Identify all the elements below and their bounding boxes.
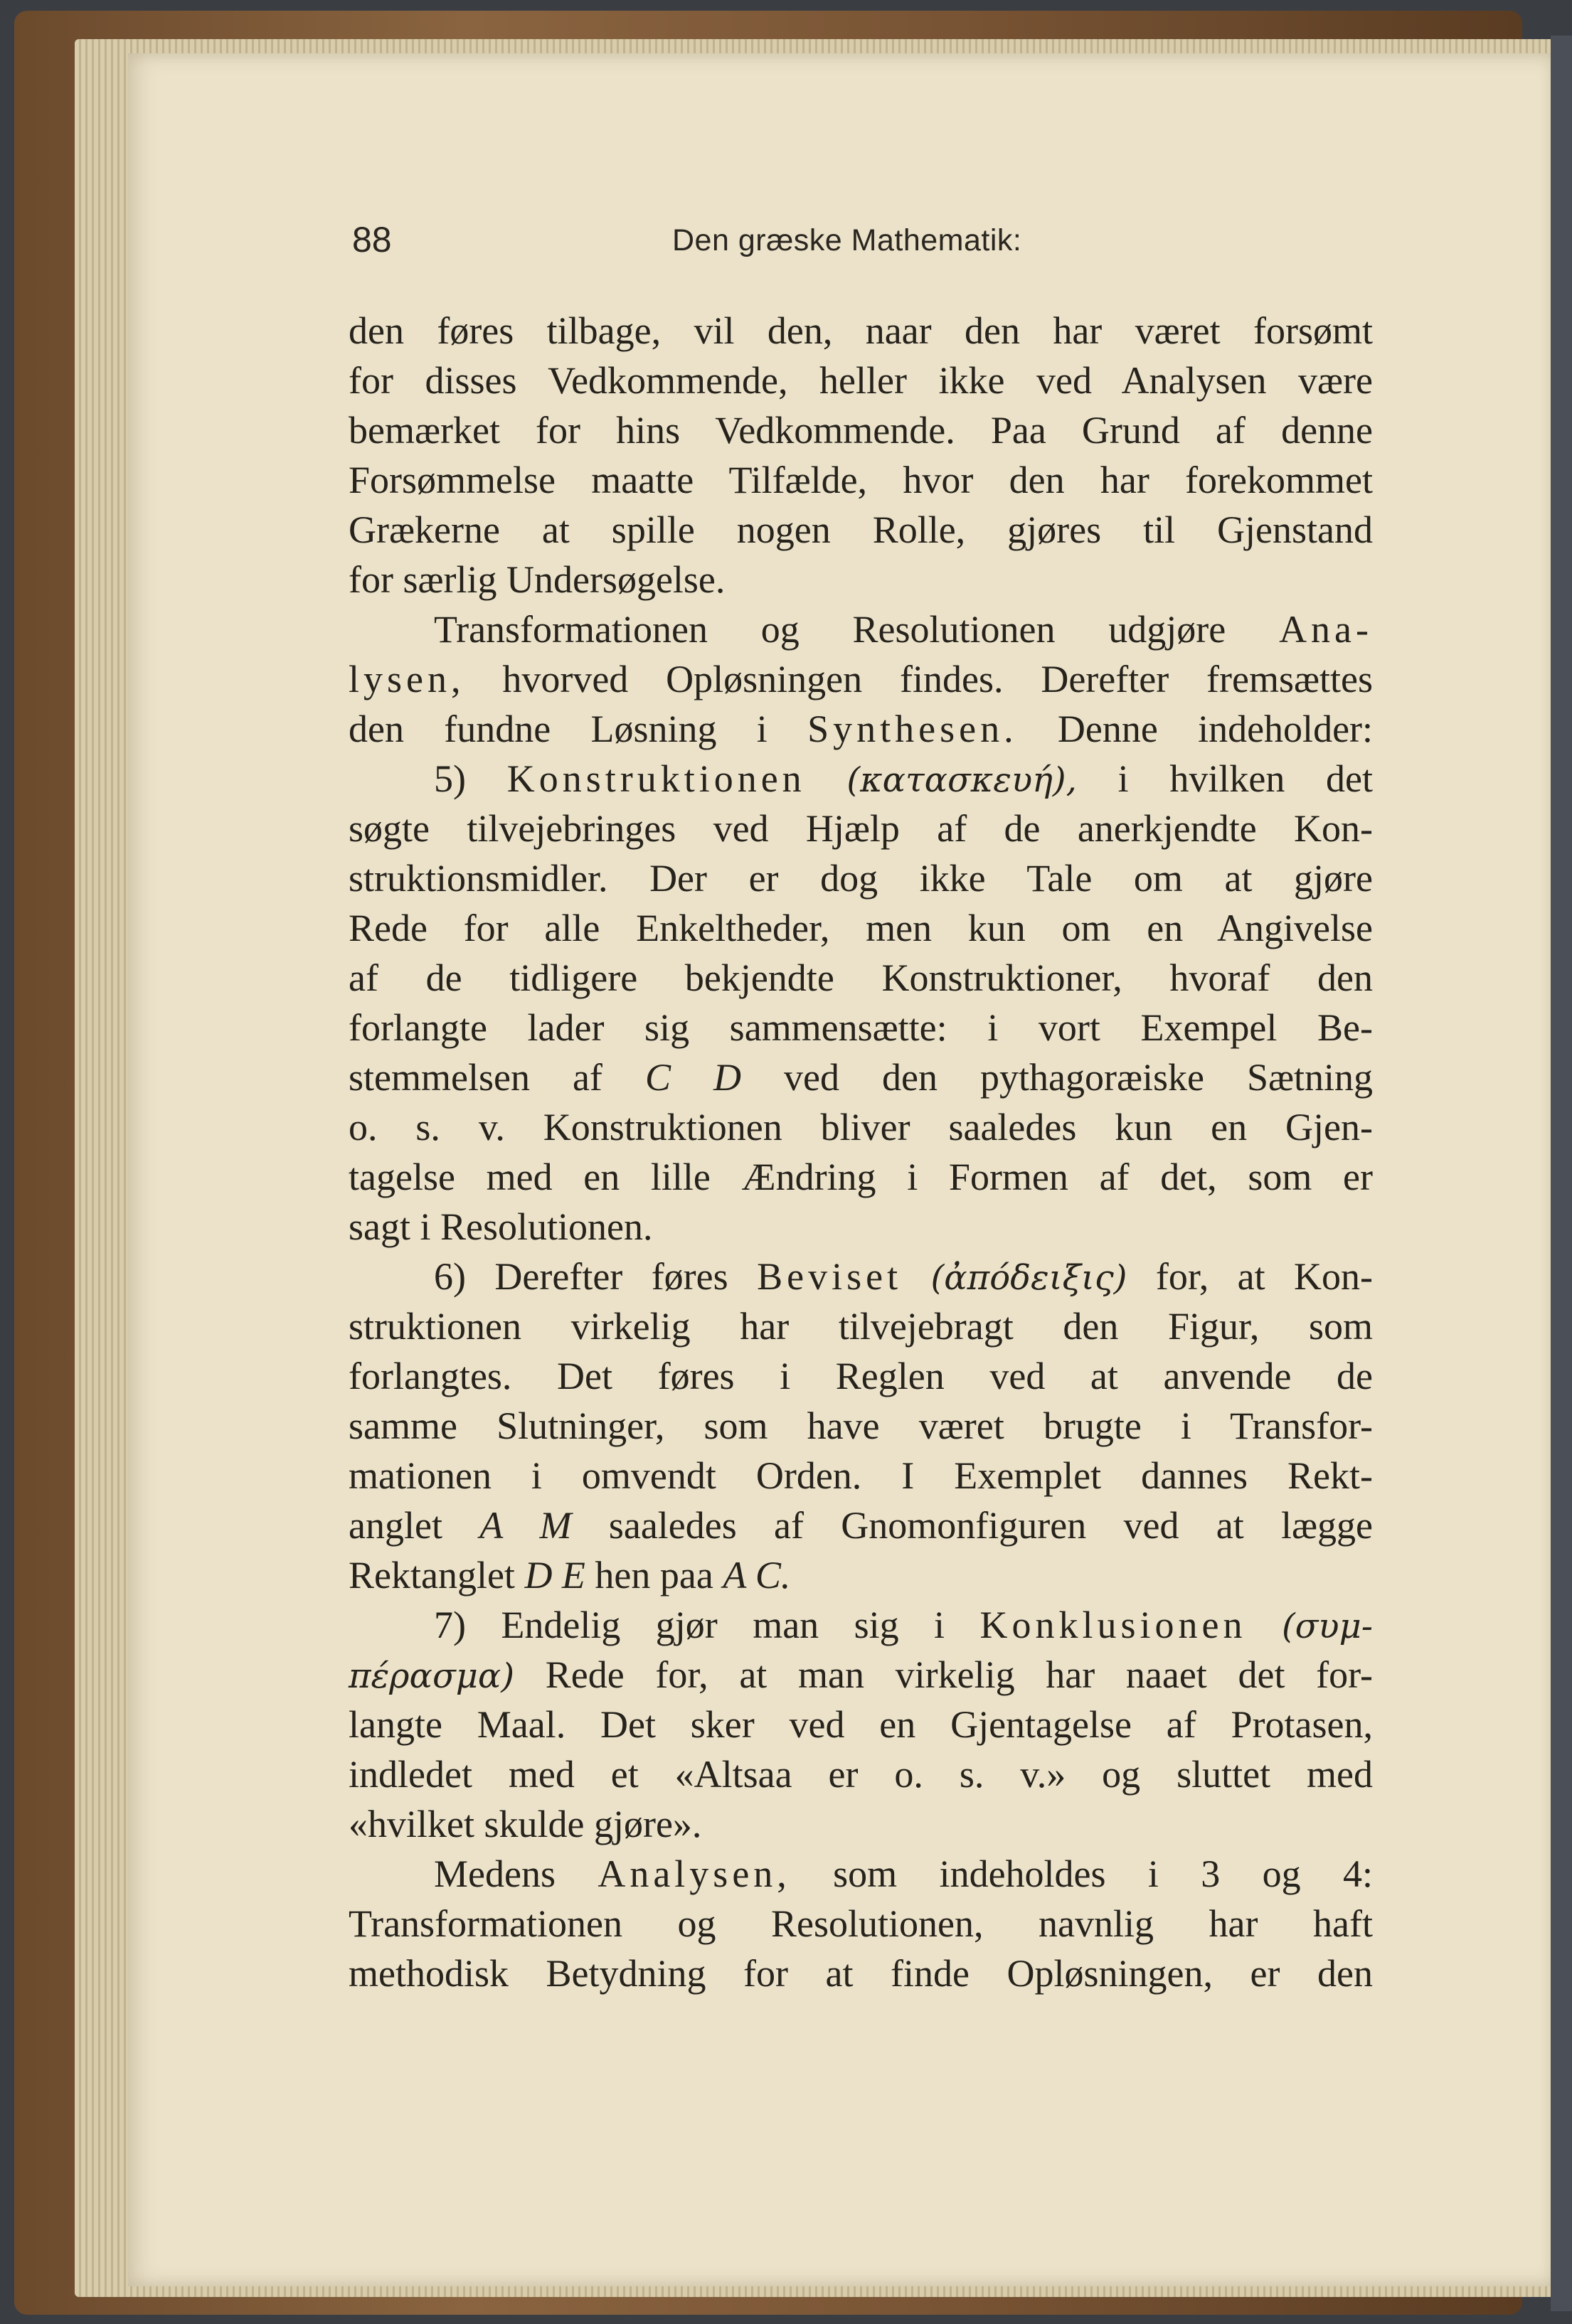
text-fragment: i hvilken det bbox=[1117, 757, 1374, 800]
text-line: af de tidligere bekjendte Konstruktioner, hvoraf den bbox=[349, 956, 1373, 999]
text-line bbox=[349, 1550, 1373, 1600]
text-line: «hvilket skulde gjøre». bbox=[349, 1803, 702, 1845]
text-fragment: Rektanglet bbox=[349, 1554, 515, 1597]
math-term: D E bbox=[524, 1554, 585, 1597]
math-term: A C. bbox=[723, 1554, 791, 1597]
text-line: bemærket for hins Vedkommende. Paa Grund af denne bbox=[349, 409, 1373, 452]
running-head: Den græske Mathematik: bbox=[672, 223, 1022, 257]
spaced-term: Ana- bbox=[1279, 608, 1374, 651]
math-term: C D bbox=[644, 1056, 741, 1099]
greek-term: (κατασκευή), bbox=[846, 760, 1077, 800]
text-line: indledet med et «Altsaa er o. s. v.» og sluttet med bbox=[349, 1753, 1373, 1796]
text-line bbox=[349, 1501, 1373, 1550]
text-line: Grækerne at spille nogen Rolle, gjøres til Gjenstand bbox=[349, 508, 1373, 551]
text-line: struktionen virkelig har tilvejebragt den Figur, som bbox=[349, 1305, 1373, 1348]
text-line: mationen i omvendt Orden. I Exemplet dannes Rekt- bbox=[349, 1454, 1373, 1497]
text-fragment: Medens bbox=[434, 1853, 556, 1895]
text-fragment: 5) bbox=[434, 757, 466, 800]
page-number: 88 bbox=[352, 220, 392, 260]
spaced-term: lysen, bbox=[349, 658, 465, 700]
spaced-term: Konklusionen bbox=[979, 1604, 1247, 1646]
text-line: methodisk Betydning for at finde Opløsningen, er den bbox=[349, 1952, 1373, 1995]
math-term: A M bbox=[479, 1504, 572, 1547]
text-fragment: hvorved Opløsningen findes. Derefter fremsættes bbox=[502, 658, 1373, 700]
text-line: tagelse med en lille Ændring i Formen af det, som er bbox=[349, 1156, 1373, 1198]
text-line: sagt i Resolutionen. bbox=[349, 1205, 653, 1248]
text-line: struktionsmidler. Der er dog ikke Tale om at gjøre bbox=[349, 857, 1373, 900]
text-line bbox=[349, 654, 1373, 704]
spaced-term: Konstruktionen bbox=[506, 757, 806, 800]
text-line bbox=[349, 1600, 1373, 1650]
text-line bbox=[349, 1052, 1373, 1102]
spaced-term: Beviset bbox=[757, 1255, 903, 1298]
text-fragment: Rede for, at man virkelig har naaet det for- bbox=[545, 1653, 1374, 1696]
greek-term: (συμ- bbox=[1281, 1606, 1374, 1646]
spaced-term: Analysen, bbox=[598, 1853, 791, 1895]
text-line: for særlig Undersøgelse. bbox=[349, 558, 726, 601]
text-line: søgte tilvejebringes ved Hjælp af de anerkjendte Kon- bbox=[349, 807, 1373, 850]
text-fragment: Denne indeholder: bbox=[1057, 708, 1374, 750]
text-fragment: for, at Kon- bbox=[1155, 1255, 1374, 1298]
text-line: langte Maal. Det sker ved en Gjentagelse af Protasen, bbox=[349, 1703, 1373, 1746]
text-fragment: Transformationen og Resolutionen udgjøre bbox=[434, 608, 1226, 651]
text-fragment: anglet bbox=[349, 1504, 442, 1547]
text-line bbox=[349, 754, 1373, 804]
text-fragment: hen paa bbox=[595, 1554, 713, 1597]
text-line: forlangte lader sig sammensætte: i vort Exempel Be- bbox=[349, 1006, 1373, 1049]
text-fragment: som indeholdes i 3 og 4: bbox=[833, 1853, 1374, 1895]
text-line bbox=[349, 1650, 1373, 1700]
text-fragment: 6) Derefter føres bbox=[434, 1255, 728, 1298]
text-line: den føres tilbage, vil den, naar den har været forsømt bbox=[349, 309, 1373, 352]
text-line: forlangtes. Det føres i Reglen ved at anvende de bbox=[349, 1355, 1373, 1397]
text-fragment: 7) Endelig gjør man sig i bbox=[434, 1604, 945, 1646]
text-line: Transformationen og Resolutionen, navnlig har haft bbox=[349, 1902, 1373, 1945]
text-line: Forsømmelse maatte Tilfælde, hvor den har forekommet bbox=[349, 459, 1373, 501]
greek-term: (ἀπόδειξις) bbox=[930, 1258, 1127, 1298]
text-line bbox=[349, 1252, 1373, 1301]
text-fragment: saaledes af Gnomonfiguren ved at lægge bbox=[608, 1504, 1374, 1547]
page-header bbox=[352, 219, 1373, 269]
body-text bbox=[349, 306, 1373, 1998]
text-line: samme Slutninger, som have været brugte i Transfor- bbox=[349, 1404, 1373, 1447]
right-margin-background bbox=[1551, 36, 1572, 2311]
text-line bbox=[349, 1849, 1373, 1899]
greek-term: πέρασμα) bbox=[349, 1656, 515, 1696]
text-fragment: ved den pythagoræiske Sætning bbox=[784, 1056, 1374, 1099]
text-line: for disses Vedkommende, heller ikke ved Analysen være bbox=[349, 359, 1373, 402]
text-line: Rede for alle Enkeltheder, men kun om en Angivelse bbox=[349, 907, 1373, 949]
text-line bbox=[349, 704, 1373, 754]
text-fragment: stemmelsen af bbox=[349, 1056, 602, 1099]
text-line bbox=[349, 604, 1373, 654]
text-fragment: den fundne Løsning i bbox=[349, 708, 768, 750]
text-line: o. s. v. Konstruktionen bliver saaledes kun en Gjen- bbox=[349, 1106, 1373, 1148]
spaced-term: Synthesen. bbox=[807, 708, 1018, 750]
